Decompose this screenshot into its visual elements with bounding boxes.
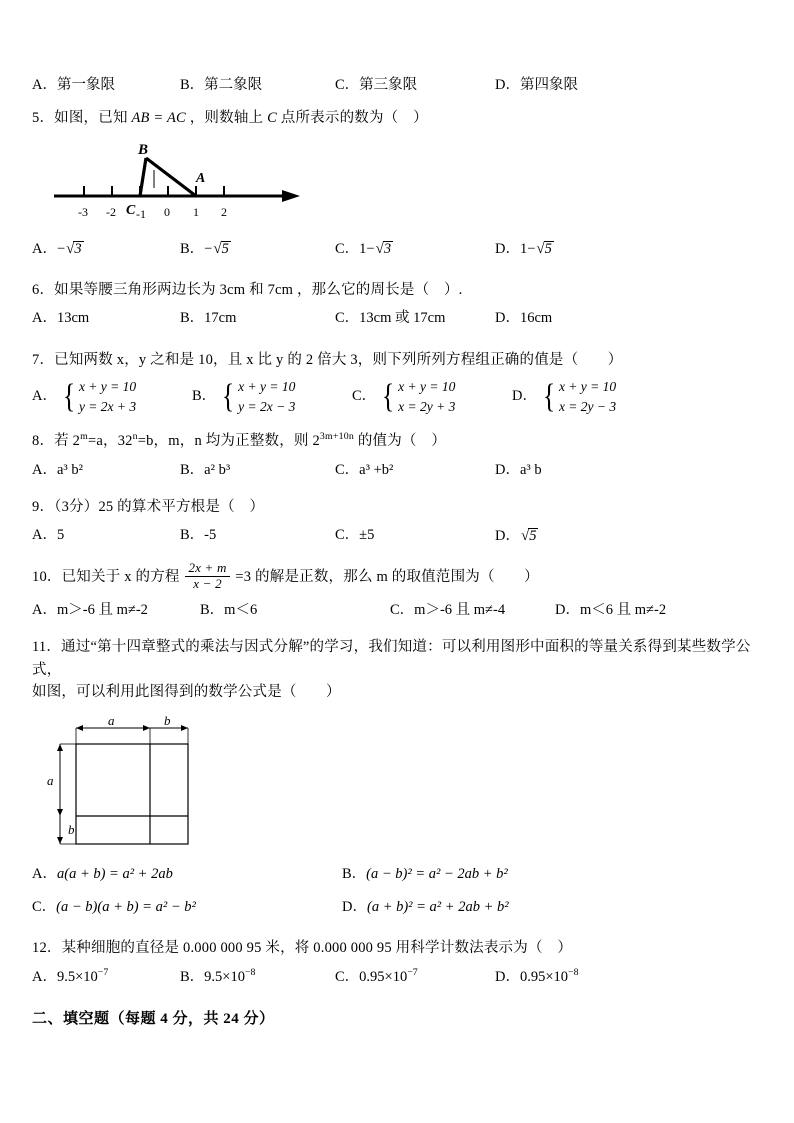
brace-icon: { [62,377,75,415]
q12-option-a-exponent: −7 [97,966,109,978]
q10-option-c[interactable]: C．m＞-6 且 m≠-4 [390,602,506,619]
q7-option-b-label: B． [192,387,217,404]
q5-option-c-label: C． [335,240,360,257]
q8-stem-sup2: n [132,431,138,443]
svg-text:-2: -2 [106,204,116,219]
q4-option-c[interactable]: C．第三象限 [335,77,418,93]
q5-option-d-radicand: 5 [544,240,552,257]
q5-option-a-sign: − [56,240,66,257]
question-9-stem: 9．（3分）25 的算术平方根是（ ） [32,498,265,515]
q11-figure-area-square [40,712,762,857]
q5-option-c-radicand: 3 [383,240,392,257]
q11-option-a-label: A． [32,865,57,882]
q6-option-d[interactable]: D．16cm [495,310,553,327]
q7-option-c-eq1: x + y = 10 [398,378,456,394]
sqrt-icon: √3 [375,240,392,257]
q12-option-d[interactable] [495,966,579,989]
q5-option-a-radicand: 3 [74,240,82,257]
svg-text:B: B [138,141,149,158]
svg-text:C: C [126,202,136,218]
page-content [32,74,762,1028]
q11-option-b-label: B． [342,865,367,882]
question-8-stem [32,430,762,452]
q12-option-a-label: A．9.5×10 [32,968,98,985]
q5-stem-suffix: ，则数轴上 [189,110,264,127]
q6-option-c[interactable]: C．13cm 或 17cm [335,310,446,327]
q4-option-a[interactable]: A．第一象限 [32,77,115,93]
sqrt-icon: √5 [213,240,229,257]
q7-option-a-label: A． [32,387,57,404]
q7-option-a-eq2: y = 2x + 3 [78,398,137,414]
q5-stem-point: C [267,110,277,127]
q12-option-c-label: C．0.95×10 [335,968,408,985]
question-4-options [32,74,762,97]
q12-option-b-exponent: −8 [244,966,256,978]
q7-option-a-eq1: x + y = 10 [78,378,137,394]
section-2-heading: 二、填空题（每题 4 分，共 24 分） [32,1010,275,1027]
q9-option-d-radicand: 5 [529,528,537,545]
question-12-stem: 12．某种细胞的直径是 0.000 000 95 米，将 0.000 000 95 用科学计数法表示为（ ） [32,940,573,957]
sqrt-icon: √5 [536,240,552,257]
equation-system [220,377,296,416]
q5-option-a-label: A． [32,240,57,257]
question-11-stem-line1: 11．通过“第十四章整式的乘法与因式分解”的学习，我们知道：可以利用图形中面积的等量关系得到某些数学公式， [32,639,751,678]
question-6-options [32,307,762,330]
q8-option-a[interactable]: A．a³ b² [32,461,83,478]
q11-option-a[interactable] [32,863,342,886]
q7-option-d-label: D． [512,387,537,404]
q9-option-c[interactable]: C．±5 [335,527,375,544]
question-7-options [32,377,762,416]
question-12-options [32,966,762,989]
q7-option-b-eq1: x + y = 10 [238,378,296,394]
q12-option-c-exponent: −7 [407,966,418,978]
svg-text:2: 2 [221,204,227,219]
q5-option-c[interactable] [335,237,495,261]
question-7-stem: 7．已知两数 x，y 之和是 10，且 x 比 y 的 2 倍大 3，则下列所列方程组正确的值是（ ） [32,351,623,368]
q10-option-a[interactable]: A．m＞-6 且 m≠-2 [32,602,148,619]
q11-option-d[interactable] [342,896,509,919]
q8-stem-sup1: m [80,431,88,443]
question-11-options-row2 [32,896,762,919]
q10-option-b[interactable]: B．m＜6 [200,602,258,619]
q10-stem-suffix: =3 的解是正数，那么 m 的取值范围为（ ） [235,569,539,586]
q5-option-a[interactable] [32,237,180,261]
question-8-options [32,459,762,482]
q7-option-c[interactable] [352,377,512,416]
q5-option-b[interactable] [180,237,335,261]
q11-option-c-formula: (a − b)(a + b) = a² − b² [56,899,196,916]
equation-system [380,377,456,416]
q9-option-a[interactable]: A．5 [32,527,65,544]
equation-system [541,377,617,416]
q5-stem-math: AB = AC [131,110,186,127]
brace-icon: { [381,377,395,415]
q7-option-c-eq2: x = 2y + 3 [398,398,456,414]
svg-text:a: a [108,712,115,728]
question-10-stem [32,562,762,593]
q10-fraction-numerator: 2x + m [188,560,227,576]
q7-option-c-label: C． [352,387,377,404]
q5-option-b-label: B． [180,240,205,257]
q5-option-d-sign: 1− [519,240,536,257]
question-10-options [32,599,762,622]
number-line-svg [50,140,310,222]
q8-stem-p3: =b，m，n 均为正整数，则 2 [137,433,320,450]
q11-option-b-formula: (a − b)² = a² − 2ab + b² [366,865,508,882]
sqrt-icon: √3 [66,240,82,257]
svg-text:-3: -3 [78,204,88,219]
q4-option-b[interactable]: B．第二象限 [180,77,263,93]
svg-text:a: a [47,772,54,788]
question-5-options [32,237,762,261]
brace-icon: { [221,377,235,415]
question-5-stem [32,107,762,129]
q7-option-b[interactable] [192,377,352,416]
q12-option-d-exponent: −8 [568,966,579,978]
q5-option-c-sign: 1− [359,240,375,257]
q5-option-d[interactable] [495,237,554,261]
q5-option-b-radicand: 5 [221,240,229,257]
q5-stem-tail: 点所表示的数为（ ） [280,110,428,127]
q6-option-b[interactable]: B．17cm [180,310,237,327]
question-11-stem-line2: 如图，可以利用此图得到的数学公式是（ ） [32,684,341,701]
q12-option-c[interactable] [335,966,495,989]
area-square-svg [40,712,210,852]
svg-text:A: A [196,170,206,186]
q8-stem-p4: 的值为（ ） [354,433,447,450]
q10-option-d[interactable]: D．m＜6 且 m≠-2 [555,602,667,619]
q12-option-b-label: B．9.5×10 [180,968,245,985]
equation-system [61,377,137,416]
svg-text:-1: -1 [136,206,146,221]
q8-stem-p2: =a，32 [87,433,133,450]
svg-text:0: 0 [164,204,170,219]
q7-option-d-eq2: x = 2y − 3 [558,398,617,414]
q7-option-d[interactable] [512,377,672,416]
q11-option-d-formula: (a + b)² = a² + 2ab + b² [366,899,509,916]
q5-stem-prefix: 5．如图，已知 [32,110,128,127]
q11-option-b[interactable] [342,863,508,886]
question-11-options-row1 [32,863,762,886]
q5-figure-number-line [50,140,762,227]
q12-option-d-label: D．0.95×10 [495,968,569,985]
q8-stem-sup3: 3m+10n [319,431,354,443]
q5-option-b-sign: − [204,240,213,257]
q8-option-c[interactable]: C．a³ +b² [335,461,394,478]
q9-option-d-label: D． [495,528,520,545]
q11-option-a-formula: a(a + b) = a² + 2ab [56,865,173,882]
q4-option-d[interactable]: D．第四象限 [495,77,578,93]
question-6-stem: 6．如果等腰三角形两边长为 3cm 和 7cm ，那么它的周长是（ ）. [32,281,463,298]
fraction [185,561,229,592]
q12-option-b[interactable] [180,966,335,989]
q11-option-c-label: C． [32,899,57,916]
q8-stem-p1: 8．若 2 [32,433,81,450]
q12-option-a[interactable] [32,966,180,989]
svg-text:b: b [68,821,75,837]
q11-option-d-label: D． [342,899,367,916]
q7-option-b-eq2: y = 2x − 3 [238,398,296,414]
brace-icon: { [542,377,555,415]
sqrt-icon: √5 [520,528,537,545]
q6-option-a[interactable]: A．13cm [32,310,90,327]
q7-option-a[interactable] [32,377,192,416]
svg-text:b: b [164,712,171,728]
q8-option-b[interactable]: B．a² b³ [180,461,231,478]
q8-option-d[interactable]: D．a³ b [495,461,542,478]
q5-option-d-label: D． [495,240,520,257]
q10-stem-prefix: 10．已知关于 x 的方程 [32,569,180,586]
q10-fraction-denominator: x − 2 [185,576,229,592]
question-9-options [32,524,762,548]
q11-option-c[interactable] [32,896,342,919]
svg-text:1: 1 [193,204,199,219]
q9-option-d[interactable] [495,524,538,548]
q7-option-d-eq1: x + y = 10 [558,378,617,394]
q9-option-b[interactable]: B．-5 [180,527,217,544]
